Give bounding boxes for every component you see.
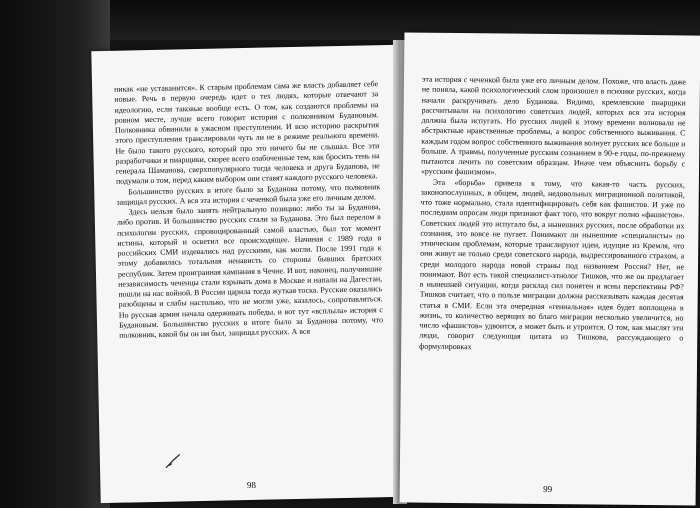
right-page-number: 99: [543, 483, 553, 495]
left-page-number: 98: [246, 479, 257, 491]
left-paragraph-3: Здесь нельзя было занять нейтральную позицию: либо ты за Буданова, либо против. И большинство русских стали за Буданова. Это был перелом в психологии русских, спровоцированный самой властью, был тот момент истины, который и осветил все происходящее. Начиная с 1989 года в российских СМИ издевались над русскими, как могли. После 1991 года к этому добавилась тотальная ненависть со стороны бывших братских республик. Затем проигранная кампания в Чечне. И вот, наконец, получившие независимость чеченцы стали взрывать дома в Москве и напали на Дагестан, пошли на нас войной. В России царила тогда жуткая тоска. Русские оказались разобщены и слабы настолько, что не могли уже, казалось, сопротивляться. Но русская армия начала одерживать победы, и вот тут «всплыла» история с Будановым. Большинство русских в итоге было за Буданова потому, что полковник, какой бы он ни был, защищал русских. А вся: [116, 202, 384, 340]
right-page-text: [419, 75, 686, 354]
handwritten-pen-mark: [164, 453, 182, 469]
left-page-text: [114, 79, 383, 341]
left-paragraph-2: Большинство русских в итоге было за Буданова потому, что полковник защищал русских. А вся эта история с чеченкой была уже его личным делом.: [116, 181, 381, 207]
left-paragraph-1: никак «не устаканится». К старым проблемам сама же власть добавляет себе новые. Речь в первую очередь идет о тех людях, которые отвечают за идеологию, если таковые вообще есть. О том, как создаются проблемы на ровном месте, лучше всего говорит история с полковником Будановым. Полковника обвинили в ужасном преступлении. И всю историю раскрытия этого преступления транслировали чуть ли не в режиме реального времени. Не было такого русского, который про это ничего бы не слышал. Все эти разработчики и пиарщики, скорее всего озабоченные тем, как бросить тень на генерала Шаманова, сверхпопулярного тогда человека и друга Буданова, не подумали о том, перед каким выбором они ставят каждого русского человека.: [114, 79, 380, 186]
right-paragraph-1: эта история с чеченкой была уже его личным делом. Похоже, что власть даже не поняла, какой психологический слом произошел в психике русских, когда начали раскручивать дело Буданова. Видимо, кремлевские пиарщики рассчитывали на психологию советских людей, которых вся эта история должна была испугать. Но русских людей к этому времени волновали не абстрактные нравственные проблемы, а вопрос собственного выживания. С каждым годом вопрос собственного выживания волнует русских все больше и больше. А травмы, полученные русским сознанием в 90-е годы, по-прежнему пытаются лечить по советским образцам. Иначе чем объяснить борьбу с «русским фашизмом».: [420, 74, 687, 177]
right-page: [400, 32, 700, 505]
left-page: [91, 45, 402, 503]
right-paragraph-2: Эта «борьба» привела к тому, что какая-то часть русских, законопослушных, в общем, людей, недовольных миграционной политикой, что тоже нормально, стала идентифицировать себя как фашистов. И уже по последним опросам люди признают факт того, что вокруг полно «фашистов». Советских людей это испугало бы, а нынешних русских, после обработки их сознания, это вовсе не пугает. Понимают ли нынешние «специалисты» по этническим проблемам, которые транслируют идеи, идущие из Кремля, что они живут не только среди советского народа, выдрессированного страхом, а среди молодого народа новой страны под названием Россия? Нет, не понимают. Вот есть такой специалист-этнолог Тишков, что же он предлагает в нынешней ситуации, когда расклад сил понятен и ясны перспективы РФ? Тишков считает, что о пользе миграции должна рассказывать каждая десятая статья в СМИ. Если эта очередная «гениальная» идея будет воплощена в жизнь, то количество верящих во благо миграции несколько увеличится, но число «фашистов» удвоится, а может быть и утроится. О том, как мыслят эти люди, говорит следующая цитата из Тишкова, рассуждающего о формулировках: [419, 177, 685, 351]
